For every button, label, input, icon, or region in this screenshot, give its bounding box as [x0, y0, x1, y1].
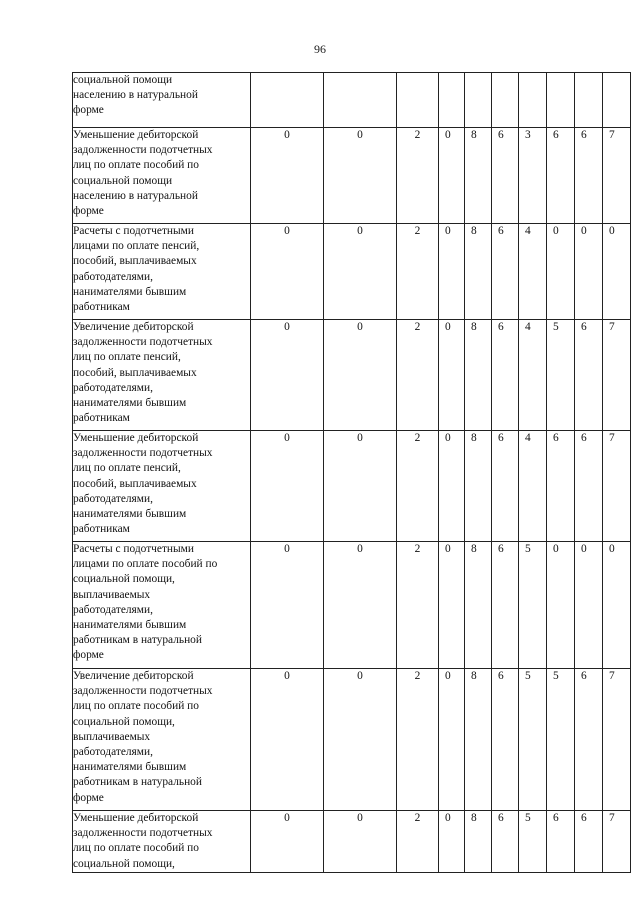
description-line: пособий, выплачиваемых	[73, 366, 197, 379]
description-line: пособий, выплачиваемых	[73, 477, 197, 490]
description-line: нанимателями бывшим	[73, 761, 187, 774]
code-digit-cell: 6	[575, 811, 603, 873]
code-digit-cell: 0	[324, 811, 397, 873]
code-digit-cell: 5	[547, 320, 575, 431]
description-line: задолженности подотчетных	[73, 144, 213, 157]
description-line: работникам в натуральной	[73, 634, 202, 647]
code-digit-cell: 0	[575, 224, 603, 320]
code-digit-cell: 4	[519, 320, 547, 431]
code-digit-cell: 5	[519, 811, 547, 873]
table-row	[73, 128, 631, 224]
description-line: лиц по оплате пособий по	[73, 842, 199, 855]
description-line: работникам	[73, 301, 130, 314]
description-line: нанимателями бывшим	[73, 619, 187, 632]
description-line: форме	[73, 104, 104, 117]
code-digit-cell: 6	[547, 128, 575, 224]
description-line: нанимателями бывшим	[73, 285, 187, 298]
description-line: лиц по оплате пособий по	[73, 700, 199, 713]
description-line: форме	[73, 649, 104, 662]
description-line: задолженности подотчетных	[73, 827, 213, 840]
table-row	[73, 224, 631, 320]
code-digit-cell: 0	[439, 224, 465, 320]
code-digit-cell: 6	[575, 669, 603, 811]
description-line: социальной помощи,	[73, 715, 175, 728]
code-digit-cell: 7	[603, 128, 631, 224]
row-description	[73, 73, 251, 128]
code-digit-cell: 8	[465, 224, 492, 320]
code-digit-cell: 0	[439, 320, 465, 431]
description-line: нанимателями бывшим	[73, 397, 187, 410]
table-row	[73, 431, 631, 542]
description-line: работодателями,	[73, 746, 153, 759]
description-line: Увеличение дебиторской	[73, 670, 194, 682]
code-digit-cell: 0	[324, 224, 397, 320]
table-row	[73, 320, 631, 431]
row-description	[73, 669, 251, 811]
code-digit-cell: 6	[547, 431, 575, 542]
row-description	[73, 128, 251, 224]
description-line: работодателями,	[73, 603, 153, 616]
code-digit-cell: 6	[575, 431, 603, 542]
description-line: выплачиваемых	[73, 730, 151, 743]
row-description	[73, 542, 251, 669]
code-digit-cell: 0	[547, 224, 575, 320]
code-digit-cell: 0	[251, 224, 324, 320]
description-line: социальной помощи,	[73, 573, 175, 586]
description-line: Уменьшение дебиторской	[73, 129, 199, 141]
code-digit-cell: 7	[603, 811, 631, 873]
code-digit-cell: 0	[603, 542, 631, 669]
code-digit-cell: 0	[439, 128, 465, 224]
description-line: задолженности подотчетных	[73, 685, 213, 698]
code-digit-cell	[397, 73, 439, 128]
code-digit-cell	[519, 73, 547, 128]
code-digit-cell: 3	[519, 128, 547, 224]
description-line: лиц по оплате пенсий,	[73, 351, 181, 364]
code-digit-cell: 8	[465, 320, 492, 431]
code-digit-cell: 0	[251, 811, 324, 873]
code-digit-cell: 0	[251, 320, 324, 431]
code-digit-cell: 0	[324, 128, 397, 224]
code-digit-cell: 6	[547, 811, 575, 873]
table-row	[73, 669, 631, 811]
description-line: лицами по оплате пенсий,	[73, 240, 200, 253]
row-description	[73, 320, 251, 431]
code-digit-cell: 6	[492, 320, 519, 431]
code-digit-cell	[251, 73, 324, 128]
code-digit-cell: 0	[251, 431, 324, 542]
row-description	[73, 224, 251, 320]
description-line: пособий, выплачиваемых	[73, 255, 197, 268]
code-digit-cell	[575, 73, 603, 128]
code-digit-cell: 2	[397, 128, 439, 224]
description-line: Увеличение дебиторской	[73, 321, 194, 333]
code-digit-cell: 6	[575, 320, 603, 431]
code-digit-cell: 8	[465, 542, 492, 669]
description-line: социальной помощи	[73, 74, 173, 86]
code-digit-cell: 0	[251, 128, 324, 224]
row-description	[73, 811, 251, 873]
code-digit-cell: 5	[519, 669, 547, 811]
description-line: социальной помощи,	[73, 857, 175, 870]
description-line: населению в натуральной	[73, 89, 198, 102]
code-digit-cell	[492, 73, 519, 128]
code-digit-cell: 0	[251, 542, 324, 669]
description-line: населению в натуральной	[73, 189, 198, 202]
code-digit-cell: 0	[547, 542, 575, 669]
account-codes-table	[72, 72, 631, 873]
code-digit-cell: 0	[575, 542, 603, 669]
code-digit-cell: 2	[397, 224, 439, 320]
code-digit-cell: 4	[519, 431, 547, 542]
description-line: работодателями,	[73, 270, 153, 283]
table-row	[73, 542, 631, 669]
code-digit-cell: 4	[519, 224, 547, 320]
code-digit-cell: 2	[397, 669, 439, 811]
code-digit-cell: 2	[397, 811, 439, 873]
code-digit-cell: 0	[324, 669, 397, 811]
table-row	[73, 73, 631, 128]
description-line: работникам	[73, 412, 130, 425]
code-digit-cell: 7	[603, 669, 631, 811]
code-digit-cell: 8	[465, 811, 492, 873]
code-digit-cell: 0	[439, 431, 465, 542]
code-digit-cell: 8	[465, 128, 492, 224]
code-digit-cell: 6	[492, 669, 519, 811]
description-line: работодателями,	[73, 381, 153, 394]
code-digit-cell: 0	[324, 431, 397, 542]
code-digit-cell: 6	[492, 224, 519, 320]
description-line: задолженности подотчетных	[73, 336, 213, 349]
code-digit-cell: 0	[439, 542, 465, 669]
description-line: работодателями,	[73, 492, 153, 505]
description-line: задолженности подотчетных	[73, 447, 213, 460]
code-digit-cell: 8	[465, 431, 492, 542]
description-line: форме	[73, 791, 104, 804]
code-digit-cell	[324, 73, 397, 128]
code-digit-cell: 6	[492, 542, 519, 669]
code-digit-cell: 8	[465, 669, 492, 811]
code-digit-cell: 7	[603, 320, 631, 431]
description-line: работникам	[73, 523, 130, 536]
description-line: выплачиваемых	[73, 588, 151, 601]
code-digit-cell: 5	[519, 542, 547, 669]
description-line: Уменьшение дебиторской	[73, 812, 199, 824]
code-digit-cell: 2	[397, 542, 439, 669]
code-digit-cell: 6	[575, 128, 603, 224]
code-digit-cell: 0	[251, 669, 324, 811]
description-line: лиц по оплате пособий по	[73, 159, 199, 172]
code-digit-cell: 2	[397, 320, 439, 431]
code-digit-cell: 6	[492, 811, 519, 873]
description-line: Расчеты с подотчетными	[73, 225, 194, 237]
code-digit-cell: 7	[603, 431, 631, 542]
code-digit-cell: 0	[324, 542, 397, 669]
page-number: 96	[314, 42, 326, 56]
code-digit-cell	[439, 73, 465, 128]
description-line: социальной помощи	[73, 174, 173, 187]
code-digit-cell: 5	[547, 669, 575, 811]
code-digit-cell: 6	[492, 431, 519, 542]
code-digit-cell: 0	[439, 811, 465, 873]
description-line: Расчеты с подотчетными	[73, 543, 194, 555]
code-digit-cell: 0	[324, 320, 397, 431]
code-digit-cell	[547, 73, 575, 128]
table-row	[73, 811, 631, 873]
description-line: Уменьшение дебиторской	[73, 432, 199, 444]
code-digit-cell: 6	[492, 128, 519, 224]
description-line: форме	[73, 205, 104, 218]
description-line: лиц по оплате пенсий,	[73, 462, 181, 475]
code-digit-cell: 2	[397, 431, 439, 542]
code-digit-cell: 0	[603, 224, 631, 320]
code-digit-cell: 0	[439, 669, 465, 811]
code-digit-cell	[603, 73, 631, 128]
description-line: работникам в натуральной	[73, 776, 202, 789]
code-digit-cell	[465, 73, 492, 128]
row-description	[73, 431, 251, 542]
description-line: лицами по оплате пособий по	[73, 558, 218, 571]
description-line: нанимателями бывшим	[73, 508, 187, 521]
